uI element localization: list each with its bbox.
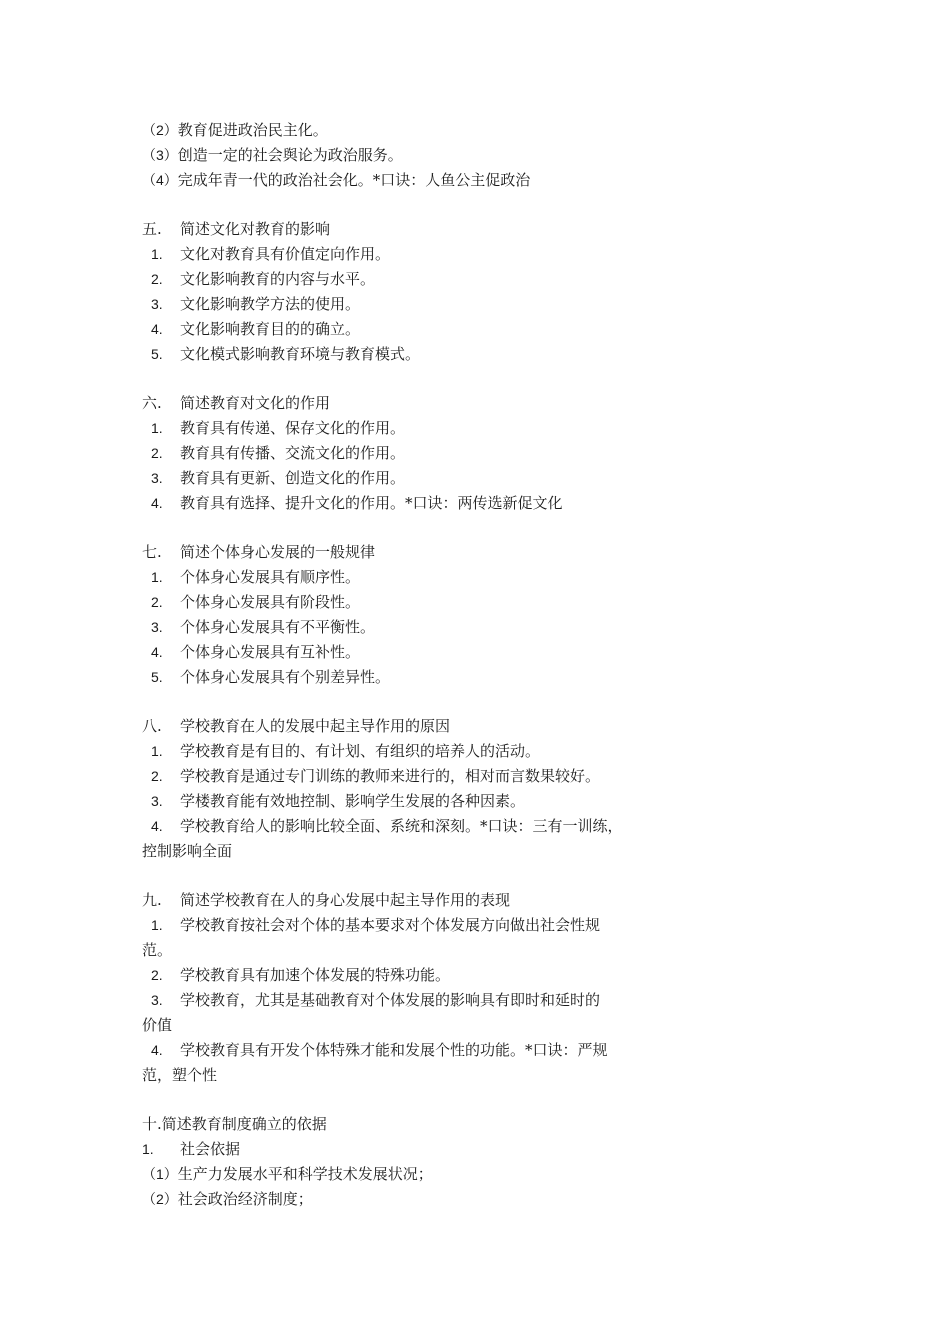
list-item: 2. 学校教育具有加速个体发展的特殊功能。	[151, 966, 451, 984]
list-item: 5. 个体身心发展具有个别差异性。	[151, 668, 391, 686]
list-item: 1. 文化对教育具有价值定向作用。	[151, 245, 391, 263]
list-item: 3. 个体身心发展具有不平衡性。	[151, 618, 376, 636]
list-item-continuation: 控制影响全面	[142, 842, 233, 860]
list-item: 5. 文化模式影响教育环境与教育模式。	[151, 345, 421, 363]
sub-heading: 1. 社会依据	[142, 1140, 241, 1158]
list-item: 1. 教育具有传递、保存文化的作用。	[151, 419, 406, 437]
list-item: 4. 个体身心发展具有互补性。	[151, 643, 361, 661]
list-item: 3. 教育具有更新、创造文化的作用。	[151, 469, 406, 487]
list-item: 4. 文化影响教育目的的确立。	[151, 320, 361, 338]
list-item-continuation: 范，塑个性	[142, 1066, 218, 1084]
section-heading: 八. 学校教育在人的发展中起主导作用的原因	[142, 717, 451, 735]
list-item-continuation: 范。	[142, 941, 173, 959]
section-heading: 五. 简述文化对教育的影响	[142, 220, 331, 238]
list-item: （2）社会政治经济制度；	[142, 1190, 313, 1208]
document-page	[142, 118, 702, 1212]
section-heading: 七. 简述个体身心发展的一般规律	[142, 543, 376, 561]
list-item: 3. 学校教育，尤其是基础教育对个体发展的影响具有即时和延时的	[151, 991, 601, 1009]
list-item: 2. 学校教育是通过专门训练的教师来进行的，相对而言数果较好。	[151, 767, 601, 785]
list-item-continuation: 价值	[142, 1016, 173, 1034]
list-item: 2. 教育具有传播、交流文化的作用。	[151, 444, 406, 462]
intro-line: （2）教育促进政治民主化。	[142, 121, 328, 139]
list-item: 1. 学校教育是有目的、有计划、有组织的培养人的活动。	[151, 742, 541, 760]
list-item: 4. 教育具有选择、提升文化的作用。*口诀：两传选新促文化	[151, 494, 563, 512]
list-item: 4. 学校教育给人的影响比较全面、系统和深刻。*口诀：三有一训练，	[151, 817, 623, 835]
list-item: 2. 文化影响教育的内容与水平。	[151, 270, 376, 288]
list-item: 3. 文化影响教学方法的使用。	[151, 295, 361, 313]
section-heading: 六. 简述教育对文化的作用	[142, 394, 331, 412]
list-item: 1. 学校教育按社会对个体的基本要求对个体发展方向做出社会性规	[151, 916, 601, 934]
intro-line: （3）创造一定的社会舆论为政治服务。	[142, 146, 403, 164]
list-item: 4. 学校教育具有开发个体特殊才能和发展个性的功能。*口诀：严规	[151, 1041, 608, 1059]
section-heading: 十.简述教育制度确立的依据	[142, 1115, 327, 1133]
list-item: 2. 个体身心发展具有阶段性。	[151, 593, 361, 611]
list-item: （1）生产力发展水平和科学技术发展状况；	[142, 1165, 433, 1183]
list-item: 1. 个体身心发展具有顺序性。	[151, 568, 361, 586]
intro-line: （4）完成年青一代的政治社会化。*口诀：人鱼公主促政治	[142, 171, 531, 189]
section-heading: 九. 简述学校教育在人的身心发展中起主导作用的表现	[142, 891, 511, 909]
list-item: 3. 学楼教育能有效地控制、影响学生发展的各种因素。	[151, 792, 526, 810]
